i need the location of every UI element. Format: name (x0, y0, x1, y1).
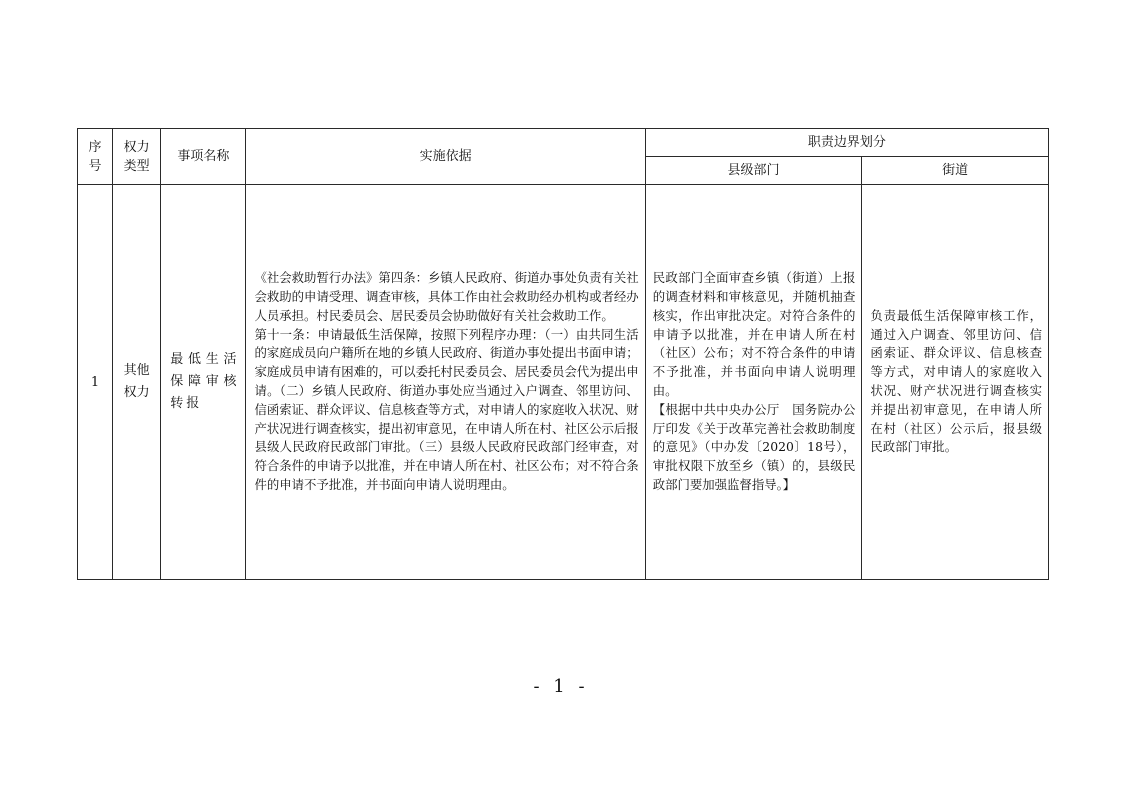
header-implementation-basis: 实施依据 (246, 129, 645, 185)
county-duty-note: 【根据中共中央办公厅 国务院办公厅印发《关于改革完善社会救助制度的意见》（中办发〔2020〕18号），审批权限下放至乡（镇）的，县级民政部门要加强监督指导。】 (652, 401, 856, 492)
header-county-department: 县级部门 (645, 157, 862, 185)
page-number: - 1 - (533, 676, 589, 697)
header-street: 街道 (862, 157, 1049, 185)
basis-article-11: 第十一条：申请最低生活保障，按照下列程序办理：（一）由共同生活的家庭成员向户籍所在地的乡镇人民政府、街道办事处提出书面申请；家庭成员申请有困难的，可以委托村民委员会、居民委员会代为提出申请。（二）乡镇人民政府、街道办事处应当通过入户调查、邻里访问、信函索证、群众评议、信息核查等方式，对申请人的家庭收入状况、财产状况进行调查核实，提出初审意见，在申请人所在村、社区公示后报县级人民政府民政部门审批。（三）县级人民政府民政部门经审查，对符合条件的申请予以批准，并在申请人所在村、社区公布；对不符合条件的申请不予批准，并书面向申请人说明理由。 (254, 326, 639, 492)
header-responsibility-division: 职责边界划分 (645, 129, 1048, 157)
basis-article-4: 《社会救助暂行办法》第四条：乡镇人民政府、街道办事处负责有关社会救助的申请受理、调查审核，具体工作由社会救助经办机构或者经办人员承担。村民委员会、居民委员会协助做好有关社会救助工作。 (254, 270, 639, 323)
row-county-department-duty (645, 185, 862, 580)
header-serial-number: 序号 (78, 129, 113, 185)
row-serial-number: 1 (78, 185, 113, 580)
row-power-type: 其他权力 (113, 185, 161, 580)
county-duty-text: 民政部门全面审查乡镇（街道）上报的调查材料和审核意见，并随机抽查核实，作出审批决定。对符合条件的申请予以批准，并在申请人所在村（社区）公布；对不符合条件的申请不予批准，并书面向申请人说明理由。 (652, 270, 856, 398)
header-power-type: 权力类型 (113, 129, 161, 185)
row-item-name: 最低生活保障审核转报 (161, 185, 246, 580)
header-item-name: 事项名称 (161, 129, 246, 185)
responsibility-table (77, 128, 1049, 580)
row-implementation-basis (246, 185, 645, 580)
row-street-duty (862, 185, 1049, 580)
street-duty-text: 负责最低生活保障审核工作，通过入户调查、邻里访问、信函索证、群众评议、信息核查等方式，对申请人的家庭收入状况、财产状况进行调查核实并提出初审意见，在申请人所在村（社区）公示后，报县级民政部门审批。 (870, 307, 1042, 455)
